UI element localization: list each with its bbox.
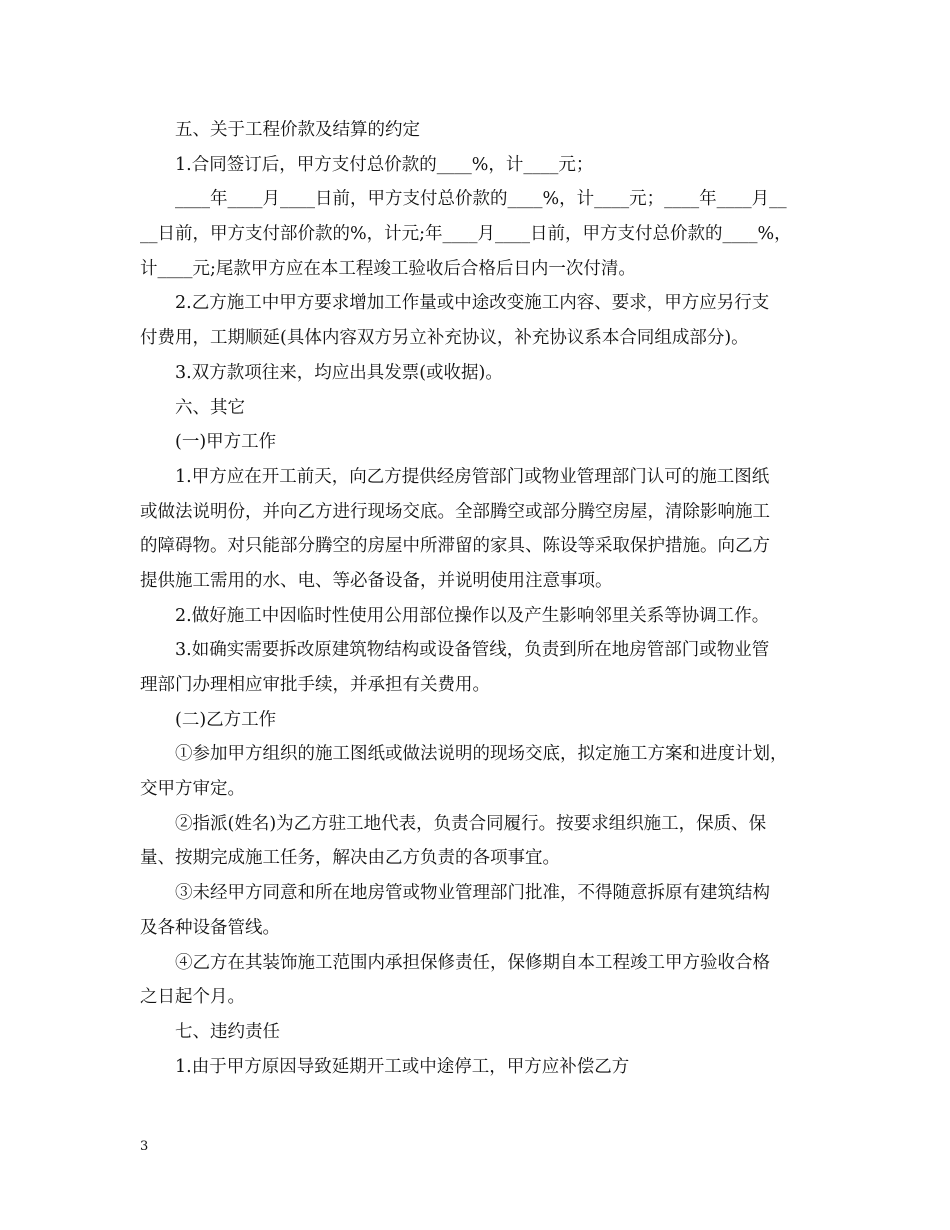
- text-line: 计____元;尾款甲方应在本工程竣工验收后合格后日内一次付清。: [140, 258, 636, 279]
- text-line: 付费用，工期顺延(具体内容双方另立补充协议，补充协议系本合同组成部分)。: [140, 328, 749, 349]
- text-line: ①参加甲方组织的施工图纸或做法说明的现场交底，拟定施工方案和进度计划，: [175, 744, 788, 765]
- text-line: ②指派(姓名)为乙方驻工地代表，负责合同履行。按要求组织施工，保质、保: [175, 813, 767, 834]
- text-line: 3.双方款项往来，均应出具发票(或收据)。: [175, 362, 503, 383]
- text-line: 交甲方审定。: [140, 779, 245, 800]
- text-line: 的障碍物。对只能部分腾空的房屋中所滞留的家具、陈设等采取保护措施。向乙方: [140, 536, 770, 557]
- text-line: 1.合同签订后，甲方支付总价款的____%，计____元；: [175, 154, 594, 175]
- text-line: 3.如确实需要拆改原建筑物结构或设备管线，负责到所在地房管部门或物业管: [175, 640, 770, 661]
- subsection-heading-party-b: (二)乙方工作: [175, 709, 277, 730]
- subsection-heading-party-a: (一)甲方工作: [175, 432, 277, 453]
- text-line: __日前，甲方支付部价款的%，计元;年____月____日前，甲方支付总价款的____%，: [140, 224, 792, 245]
- text-line: 理部门办理相应审批手续，并承担有关费用。: [140, 675, 490, 695]
- section-heading-other: 六、其它: [175, 397, 245, 418]
- text-line: 或做法说明份，并向乙方进行现场交底。全部腾空或部分腾空房屋，清除影响施工: [140, 501, 770, 522]
- page-number: 3: [140, 1139, 149, 1154]
- text-line: 之日起个月。: [140, 987, 245, 1008]
- text-line: 量、按期完成施工任务，解决由乙方负责的各项事宜。: [140, 848, 560, 869]
- text-line: 2.乙方施工中甲方要求增加工作量或中途改变施工内容、要求，甲方应另行支: [175, 293, 770, 314]
- text-line: 1.甲方应在开工前天，向乙方提供经房管部门或物业管理部门认可的施工图纸: [175, 466, 770, 487]
- section-heading-liability: 七、违约责任: [175, 1021, 280, 1042]
- text-line: ④乙方在其装饰施工范围内承担保修责任，保修期自本工程竣工甲方验收合格: [175, 952, 770, 973]
- text-line: ③未经甲方同意和所在地房管或物业管理部门批准，不得随意拆原有建筑结构: [175, 883, 770, 904]
- text-line: ____年____月____日前，甲方支付总价款的____%，计____元；____年____月__: [175, 189, 787, 210]
- text-line: 及各种设备管线。: [140, 917, 280, 938]
- section-heading-price: 五、关于工程价款及结算的约定: [175, 120, 420, 140]
- text-line: 2.做好施工中因临时性使用公用部位操作以及产生影响邻里关系等协调工作。: [175, 605, 770, 626]
- document-body: [140, 113, 815, 1084]
- text-line: 1.由于甲方原因导致延期开工或中途停工，甲方应补偿乙方: [175, 1056, 630, 1077]
- text-line: 提供施工需用的水、电、等必备设备，并说明使用注意事项。: [140, 570, 613, 591]
